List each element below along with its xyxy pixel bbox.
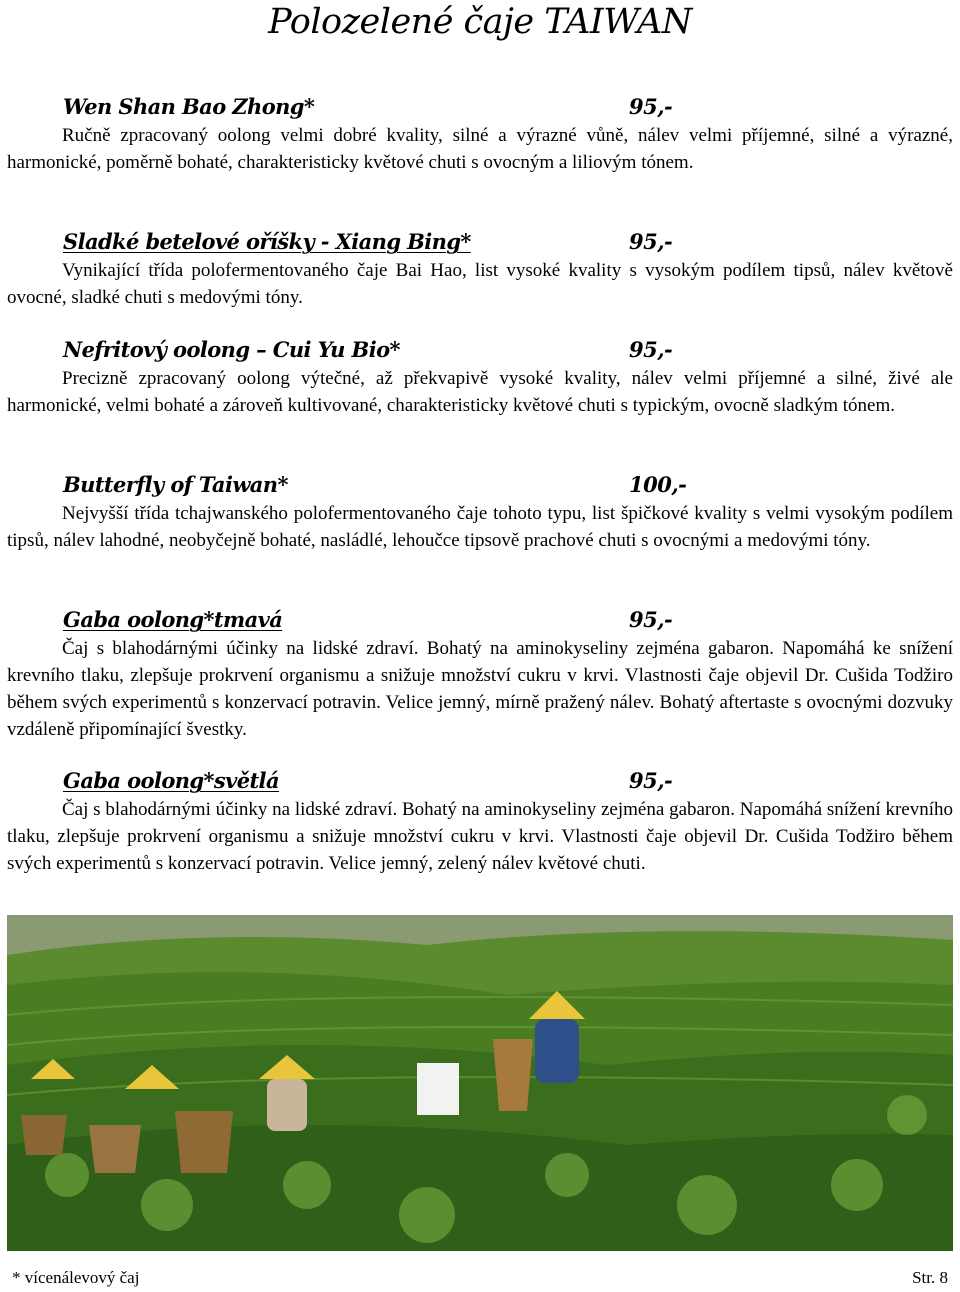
page-title: Polozelené čaje TAIWAN [268,2,692,42]
tea-item [7,227,953,311]
tea-item [7,92,953,176]
tea-plantation-photo [7,915,953,1251]
tea-description: Nejvyšší třída tchajwanského polofermentovaného čaje tohoto typu, list špičkové kvality s velmi vysokým podílem tipsů, nálev lahodné, neobyčejně bohaté, nasládlé, lehoučce tipsově prachové chuti s ovocnými a medovými tóny. [7,503,953,551]
tea-description: Čaj s blahodárnými účinky na lidské zdraví. Bohatý na aminokyseliny zejména gabaron. Napomáhá ke snížení krevního tlaku, zlepšuje prokrvení organismu a snižuje množství cukru v krvi. Vlastnosti čaje objevil Dr. Cušida Todžiro během svých experimentů s konzervací potravin. Velice jemný, mírně pražený nálev. Bohatý aftertaste s ovocnými dozvuky vzdáleně připomínající švestky. [7,638,953,740]
tea-price: 95,- [629,607,673,632]
tea-price: 95,- [629,768,673,793]
tea-item [7,766,953,877]
tea-name: Gaba oolong*tmavá [63,607,283,632]
tea-item [7,470,953,554]
tea-description: Precizně zpracovaný oolong výtečné, až překvapivě vysoké kvality, nálev velmi příjemné a silné, živé ale harmonické, velmi bohaté a zároveň kultivované, charakteristicky květové chuti s typickým, ovocně sladkým tónem. [7,368,953,416]
page-number: Str. 8 [912,1268,948,1287]
footnote: * vícenálevový čaj [12,1268,140,1287]
tea-price: 95,- [629,337,673,362]
tea-description: Čaj s blahodárnými účinky na lidské zdraví. Bohatý na aminokyseliny zejména gabaron. Napomáhá snížení krevního tlaku, zlepšuje prokrvení organismu a snižuje množství cukru v krvi. Vlastnosti čaje objevil Dr. Cušida Todžiro během svých experimentů s konzervací potravin. Velice jemný, zelený nálev květové chuti. [7,799,953,874]
tea-description: Ručně zpracovaný oolong velmi dobré kvality, silné a výrazné vůně, nálev velmi příjemné, silné a výrazné, harmonické, poměrně bohaté, charakteristicky květové chuti s ovocným a liliovým tónem. [7,125,953,173]
tea-description: Vynikající třída polofermentovaného čaje Bai Hao, list vysoké kvality s vysokým podílem tipsů, nálev květově ovocné, sladké chuti s medovými tóny. [7,260,953,308]
tea-item [7,605,953,743]
tea-name: Butterfly of Taiwan* [63,472,288,497]
tea-name: Sladké betelové oříšky - Xiang Bing* [63,229,471,254]
tea-price: 95,- [629,94,673,119]
tea-price: 100,- [629,472,687,497]
tea-name: Wen Shan Bao Zhong* [63,94,315,119]
tea-item [7,335,953,419]
tea-price: 95,- [629,229,673,254]
tea-name: Nefritový oolong – Cui Yu Bio* [63,337,400,362]
tea-name: Gaba oolong*světlá [63,768,279,793]
